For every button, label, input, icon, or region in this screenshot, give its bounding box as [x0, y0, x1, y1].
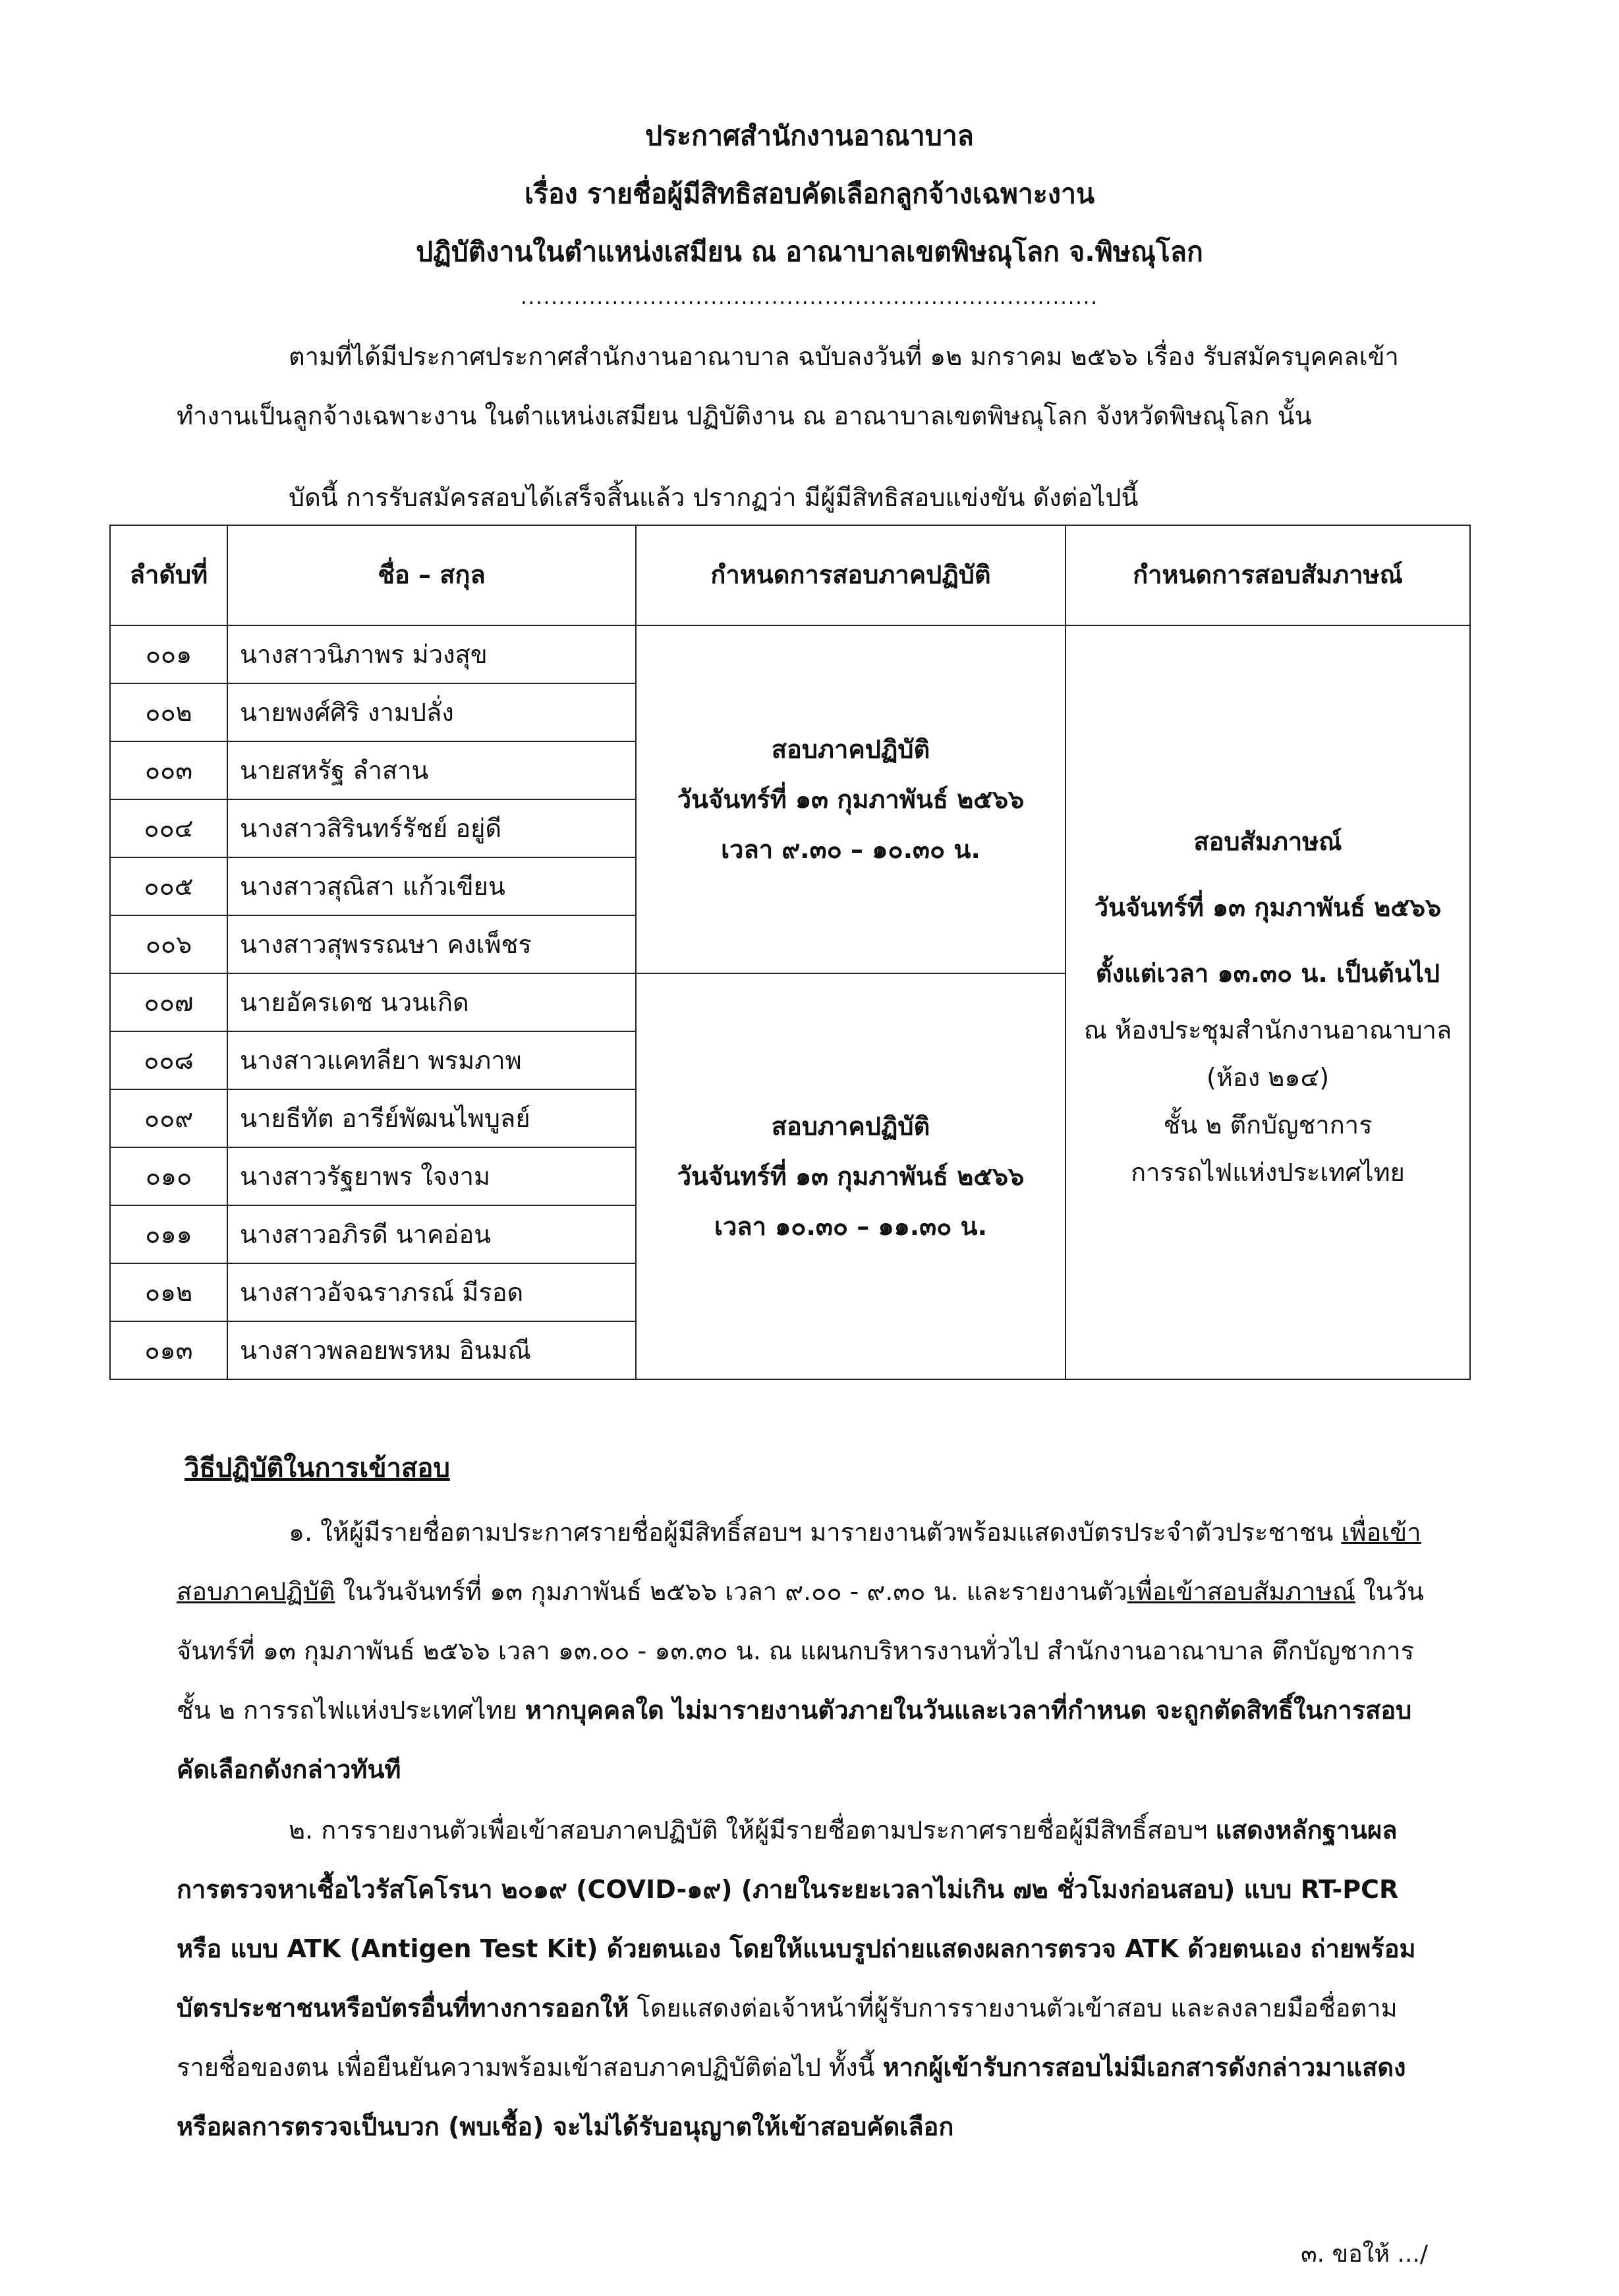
interview-place-3: ชั้น ๒ ตึกบัญชาการ: [1163, 1110, 1373, 1139]
intro-paragraph: ตามที่ได้มีประกาศประกาศสำนักงานอาณาบาล ฉบับลงวันที่ ๑๒ มกราคม ๒๕๖๖ เรื่อง รับสมัครบุคคลเข้าทำงานเป็นลูกจ้างเฉพาะงาน ในตำแหน่งเสมียน ปฏิบัติงาน ณ อาณาบาลเขตพิษณุโลก จังหวัดพิษณุโลก นั้น: [177, 342, 1399, 430]
practical-2-title: สอบภาคปฏิบัติ: [771, 1112, 930, 1141]
practical-1-date: วันจันทร์ที่ ๑๓ กุมภาพันธ์ ๒๕๖๖: [677, 785, 1025, 814]
item2-bold-2: หากผู้เข้ารับการสอบไม่มีเอกสารดังกล่าวมาแสดง หรือผลการตรวจเป็นบวก (พบเชื้อ) จะไม่ได้รับอนุญาตให้เข้าสอบคัดเลือก: [177, 2053, 1406, 2141]
practical-2-date: วันจันทร์ที่ ๑๓ กุมภาพันธ์ ๒๕๖๖: [677, 1162, 1025, 1191]
procedures-title: วิธีปฏิบัติในการเข้าสอบ: [185, 1453, 450, 1483]
heading-line-2: เรื่อง รายชื่อผู้มีสิทธิสอบคัดเลือกลูกจ้างเฉพาะงาน: [524, 178, 1094, 210]
row-name: นายสหรัฐ ลำสาน: [227, 741, 636, 799]
item1-text-3: ในวันจันทร์ที่ ๑๓ กุมภาพันธ์ ๒๕๖๖ เวลา ๑๓.๐๐ - ๑๓.๓๐ น. ณ แผนกบริหารงานทั่วไป สำนักงานอาณาบาล ตึกบัญชาการ ชั้น ๒ การรถไฟแห่งประเทศไทย: [177, 1577, 1424, 1725]
procedure-item-1: [177, 1503, 1429, 1799]
practical-slot-2: [636, 973, 1065, 1379]
heading-line-3: ปฏิบัติงานในตำแหน่งเสมียน ณ อาณาบาลเขตพิษณุโลก จ.พิษณุโลก: [416, 236, 1203, 268]
interview-slot: [1065, 625, 1470, 1379]
interview-time: ตั้งแต่เวลา ๑๓.๓๐ น. เป็นต้นไป: [1095, 959, 1440, 988]
practical-1-title: สอบภาคปฏิบัติ: [771, 735, 930, 764]
table-header-row: [110, 525, 1470, 625]
row-number: ๐๐๓: [110, 741, 227, 799]
row-name: นายอัครเดช นวนเกิด: [227, 973, 636, 1031]
row-number: ๐๐๑: [110, 625, 227, 683]
row-number: ๐๐๙: [110, 1089, 227, 1147]
row-number: ๐๐๔: [110, 799, 227, 857]
row-number: ๐๐๕: [110, 857, 227, 915]
item1-text-1: ๑. ให้ผู้มีรายชื่อตามประกาศรายชื่อผู้มีสิทธิ์สอบฯ มารายงานตัวพร้อมแสดงบัตรประจำตัวประชาชน: [289, 1518, 1342, 1547]
header-practical: กำหนดการสอบภาคปฏิบัติ: [636, 525, 1065, 625]
row-number: ๐๑๒: [110, 1263, 227, 1321]
header-order: ลำดับที่: [110, 525, 227, 625]
row-name: นายธีทัต อารีย์พัฒนไพบูลย์: [227, 1089, 636, 1147]
header-name: ชื่อ – สกุล: [227, 525, 636, 625]
interview-place-2: (ห้อง ๒๑๔): [1206, 1063, 1330, 1092]
practical-slot-1: [636, 625, 1065, 973]
item1-text-2: ในวันจันทร์ที่ ๑๓ กุมภาพันธ์ ๒๕๖๖ เวลา ๙.๐๐ - ๙.๓๐ น. และรายงานตัว: [335, 1577, 1127, 1606]
row-name: นางสาวอภิรดี นาคอ่อน: [227, 1205, 636, 1263]
heading-line-1: ประกาศสำนักงานอาณาบาล: [645, 120, 974, 152]
row-number: ๐๐๖: [110, 915, 227, 973]
row-number: ๐๑๐: [110, 1147, 227, 1205]
interview-title: สอบสัมภาษณ์: [1193, 827, 1342, 856]
item2-bold-1: แสดงหลักฐานผลการตรวจหาเชื้อไวรัสโคโรนา ๒๐๑๙ (COVID-๑๙) (ภายในระยะเวลาไม่เกิน ๗๒ ชั่วโมงก่อนสอบ) แบบ RT-PCR หรือ แบบ ATK (Antigen Test Kit) ด้วยตนเอง โดยให้แนบรูปถ่ายแสดงผลการตรวจ ATK ด้วยตนเอง ถ่ายพร้อมบัตรประชาชนหรือบัตรอื่นที่ทางการออกให้: [177, 1816, 1416, 2023]
interview-place-1: ณ ห้องประชุมสำนักงานอาณาบาล: [1083, 1016, 1452, 1045]
row-name: นางสาวแคทลียา พรมภาพ: [227, 1031, 636, 1089]
row-name: นางสาวสิรินทร์รัชย์ อยู่ดี: [227, 799, 636, 857]
interview-place-4: การรถไฟแห่งประเทศไทย: [1131, 1158, 1405, 1187]
row-number: ๐๑๑: [110, 1205, 227, 1263]
row-number: ๐๐๗: [110, 973, 227, 1031]
row-name: นางสาวนิภาพร ม่วงสุข: [227, 625, 636, 683]
row-name: นายพงศ์ศิริ งามปลั่ง: [227, 683, 636, 741]
row-name: นางสาวอัจฉราภรณ์ มีรอด: [227, 1263, 636, 1321]
item1-underlined-2: เพื่อเข้าสอบสัมภาษณ์: [1127, 1577, 1356, 1606]
row-number: ๐๐๘: [110, 1031, 227, 1089]
row-name: นางสาวพลอยพรหม อินมณี: [227, 1321, 636, 1379]
row-number: ๐๑๓: [110, 1321, 227, 1379]
header-interview: กำหนดการสอบสัมภาษณ์: [1065, 525, 1470, 625]
item2-text-1: ๒. การรายงานตัวเพื่อเข้าสอบภาคปฏิบัติ ให้ผู้มีรายชื่อตามประกาศรายชื่อผู้มีสิทธิ์สอบฯ: [289, 1816, 1216, 1845]
row-name: นางสาวสุพรรณษา คงเพ็ชร: [227, 915, 636, 973]
row-name: นางสาวสุณิสา แก้วเขียน: [227, 857, 636, 915]
item2-text-2: โดยแสดงต่อเจ้าหน้าที่ผู้รับการรายงานตัวเข้าสอบ และลงลายมือชื่อตามรายชื่อของตน เพื่อยืนยันความพร้อมเข้าสอบภาคปฏิบัติต่อไป ทั้งนี้: [177, 1994, 1398, 2082]
interview-date: วันจันทร์ที่ ๑๓ กุมภาพันธ์ ๒๕๖๖: [1094, 893, 1442, 922]
intro-paragraph-2: บัดนี้ การรับสมัครสอบได้เสร็จสิ้นแล้ว ปรากฏว่า มีผู้มีสิทธิสอบแข่งขัน ดังต่อไปนี้: [289, 483, 1139, 512]
practical-2-time: เวลา ๑๐.๓๐ – ๑๑.๓๐ น.: [714, 1212, 988, 1241]
item1-underlined-1: เพื่อเข้าสอบภาคปฏิบัติ: [177, 1518, 1421, 1606]
table-row: [110, 625, 1470, 683]
row-name: นางสาวรัฐยาพร ใจงาม: [227, 1147, 636, 1205]
continuation-footer: ๓. ขอให้ .../: [1301, 2241, 1428, 2268]
candidate-schedule-table: [109, 525, 1471, 1380]
heading-divider: ............................................................................: [521, 286, 1098, 309]
item1-bold: หากบุคคลใด ไม่มารายงานตัวภายในวันและเวลาที่กำหนด จะถูกตัดสิทธิ์ในการสอบคัดเลือกดังกล่าวทันที: [177, 1696, 1412, 1784]
procedure-item-2: [177, 1800, 1429, 2156]
practical-1-time: เวลา ๙.๓๐ – ๑๐.๓๐ น.: [721, 835, 980, 864]
row-number: ๐๐๒: [110, 683, 227, 741]
